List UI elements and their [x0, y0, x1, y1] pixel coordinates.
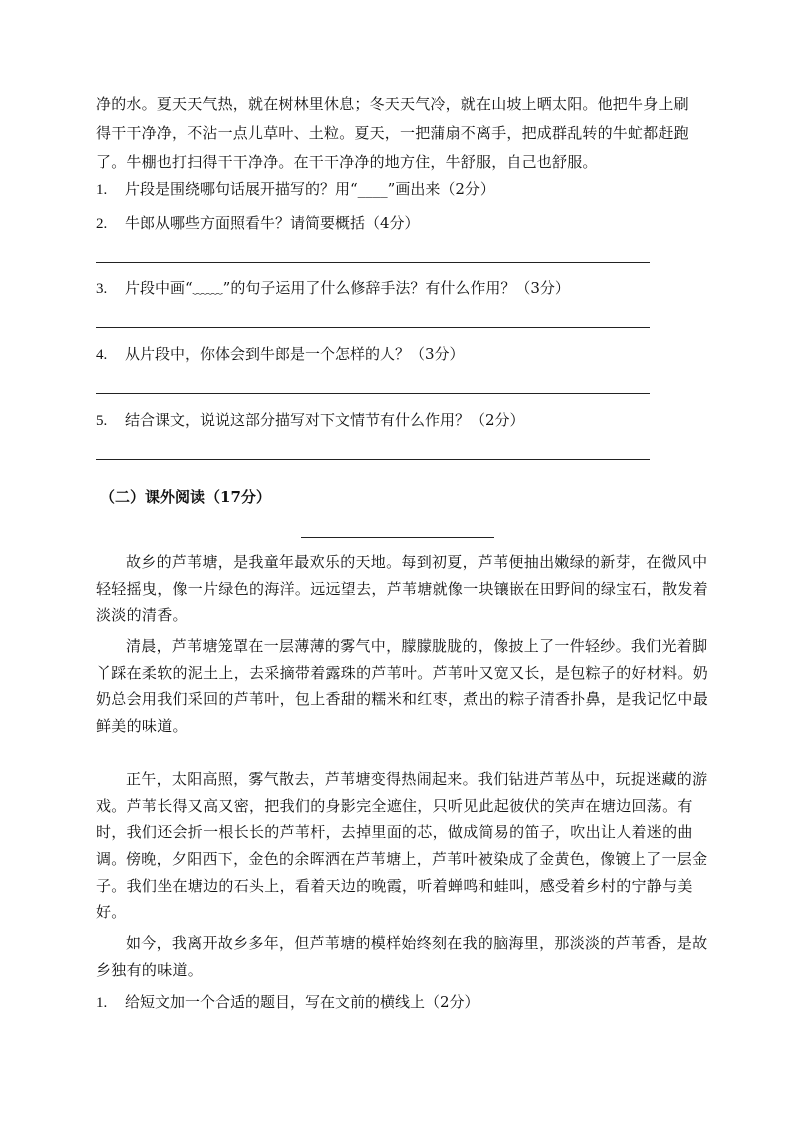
intro-paragraph: 净的水。夏天天气热，就在树林里休息；冬天天气冷，就在山坡上晒太阳。他把牛身上刷得干干净净，不沾一点儿草叶、土粒。夏天，一把蒲扇不离手，把成群乱转的牛虻都赶跑了。牛棚也打扫得干干净净。在干干净净的地方住，牛舒服，自己也舒服。 [96, 95, 689, 171]
story-paragraph: 正午，太阳高照，雾气散去，芦苇塘变得热闹起来。我们钻进芦苇丛中，玩捉迷藏的游戏。芦苇长得又高又密，把我们的身影完全遮住，只听见此起彼伏的笑声在塘边回荡。有时，我们还会折一根长长的芦苇杆，去掉里面的芯，做成简易的笛子，吹出让人着迷的曲调。 [96, 770, 708, 868]
question-text: 从片段中，你体会到牛郎是一个怎样的人？（3分） [125, 345, 465, 363]
question-text: 给短文加一个合适的题目，写在文前的横线上（2分） [125, 993, 480, 1011]
question-number: 1. [96, 995, 108, 1011]
question-4 [96, 343, 696, 366]
question-text: 片段是围绕哪句话展开描写的？用“____”画出来（2分） [125, 180, 495, 198]
answer-line[interactable] [96, 393, 650, 394]
question-text: 片段中画“﹏﹏”的句子运用了什么修辞手法？有什么作用？（3分） [125, 279, 570, 297]
question-2 [96, 212, 696, 235]
question-number: 3. [96, 281, 108, 297]
answer-line[interactable] [96, 459, 650, 460]
story-title-blank[interactable] [301, 537, 494, 538]
question-number: 2. [96, 216, 108, 232]
story-paragraph: 清晨，芦苇塘笼罩在一层薄薄的雾气中，朦朦胧胧的，像披上了一件轻纱。我们光着脚丫踩在柔软的泥土上，去采摘带着露珠的芦苇叶。芦苇叶又宽又长，是包粽子的好材料。奶奶总会用我们采回的芦苇叶，包上香甜的糯米和红枣，煮出的粽子清香扑鼻，是我记忆中最鲜美的味道。 [96, 637, 709, 735]
story-paragraph: 如今，我离开故乡多年，但芦苇塘的模样始终刻在我的脑海里，那淡淡的芦苇香，是故乡独有的味道。 [96, 934, 708, 979]
answer-line[interactable] [96, 327, 650, 328]
question-number: 5. [96, 413, 108, 429]
question-number: 1. [96, 182, 108, 198]
answer-line[interactable] [96, 262, 650, 263]
question-3 [96, 277, 696, 300]
question-part2-1 [96, 991, 696, 1014]
section-title: （二）课外阅读（17分） [100, 488, 271, 506]
story-paragraph: 傍晚，夕阳西下，金色的余晖洒在芦苇塘上，芦苇叶被染成了金黄色，像镀上了一层金子。我们坐在塘边的石头上，看着天边的晚霞，听着蝉鸣和蛙叫，感受着乡村的宁静与美好。 [96, 850, 708, 921]
question-text: 结合课文，说说这部分描写对下文情节有什么作用？（2分） [125, 411, 525, 429]
question-text: 牛郎从哪些方面照看牛？请简要概括（4分） [125, 214, 420, 232]
question-number: 4. [96, 347, 108, 363]
question-5 [96, 409, 696, 432]
story-paragraph: 故乡的芦苇塘，是我童年最欢乐的天地。每到初夏，芦苇便抽出嫩绿的新芽，在微风中轻轻摇曳，像一片绿色的海洋。远远望去，芦苇塘就像一块镶嵌在田野间的绿宝石，散发着淡淡的清香。 [96, 553, 709, 624]
question-1 [96, 178, 696, 201]
